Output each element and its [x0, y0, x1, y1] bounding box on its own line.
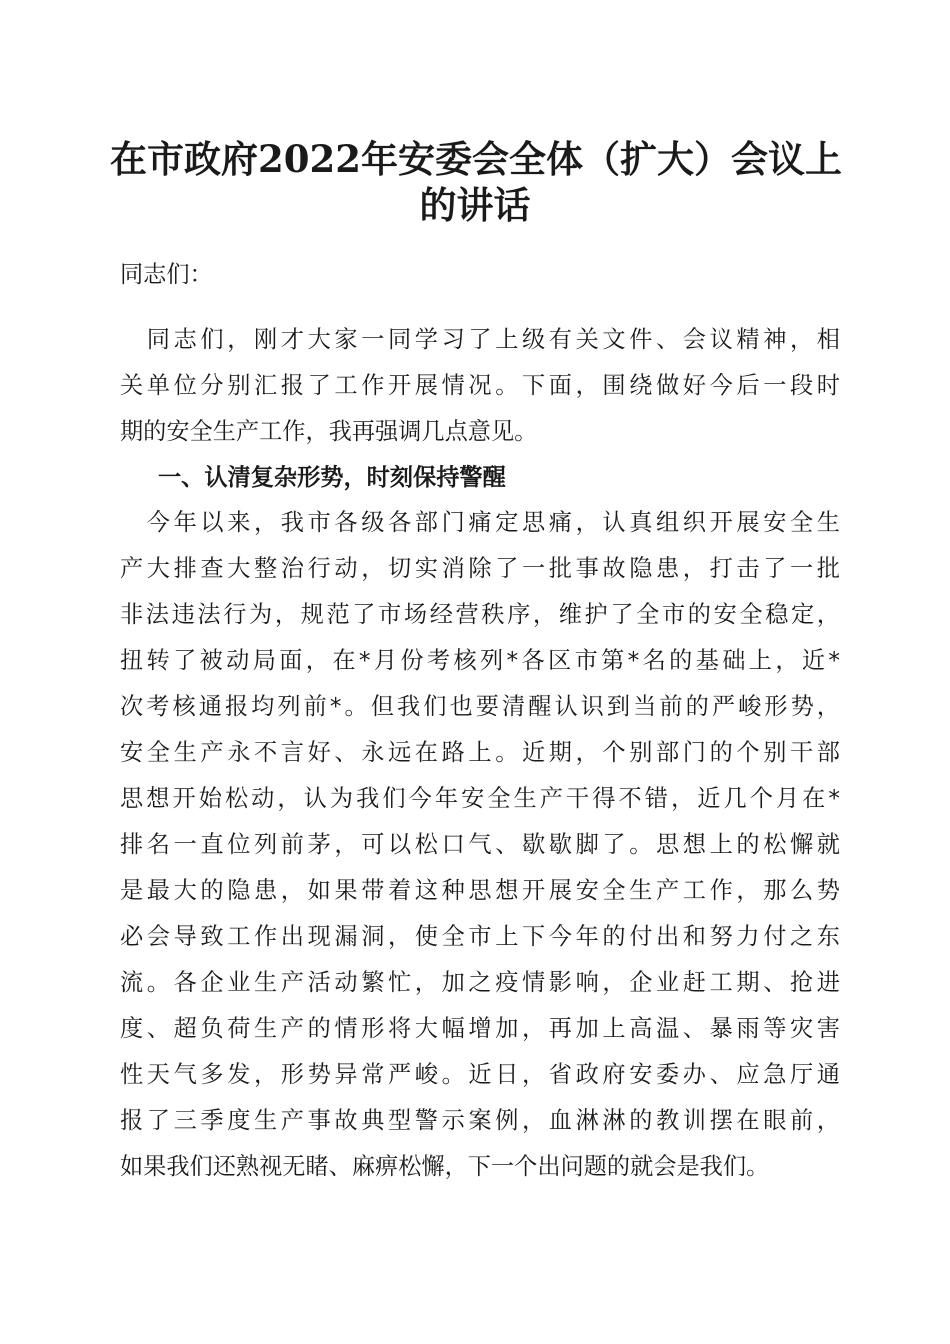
paragraph-line: 思想开始松动，认为我们今年安全生产干得不错，近几个月在* [120, 785, 840, 812]
paragraph-line: 产大排查大整治行动，切实消除了一批事故隐患，打击了一批 [120, 555, 840, 582]
paragraph-line: 流。各企业生产活动繁忙，加之疫情影响，企业赶工期、抢进 [120, 969, 840, 996]
section-heading-1: 一、认清复杂形势，时刻保持警醒 [158, 464, 506, 491]
paragraph-line: 是最大的隐患，如果带着这种思想开展安全生产工作，那么势 [120, 877, 840, 904]
paragraph-2 [120, 500, 840, 1190]
paragraph-line: 扭转了被动局面，在*月份考核列*各区市第*名的基础上，近* [120, 647, 840, 674]
paragraph-line: 报了三季度生产事故典型警示案例，血淋淋的教训摆在眼前， [120, 1107, 840, 1134]
paragraph-line: 如果我们还熟视无睹、麻痹松懈，下一个出问题的就会是我们。 [120, 1153, 770, 1180]
paragraph-line: 关单位分别汇报了工作开展情况。下面，围绕做好今后一段时 [120, 372, 840, 399]
paragraph-line: 今年以来，我市各级各部门痛定思痛，认真组织开展安全生 [120, 509, 840, 536]
paragraph-line: 非法违法行为，规范了市场经营秩序，维护了全市的安全稳定， [120, 601, 840, 628]
title-line-1: 在市政府2022年安委会全体（扩大）会议上 [110, 137, 842, 181]
title-line-2: 的讲话 [419, 183, 531, 227]
paragraph-line: 必会导致工作出现漏洞，使全市上下今年的付出和努力付之东 [120, 923, 840, 950]
paragraph-line: 次考核通报均列前*。但我们也要清醒认识到当前的严峻形势， [120, 693, 840, 720]
paragraph-line: 同志们，刚才大家一同学习了上级有关文件、会议精神，相 [120, 326, 840, 353]
paragraph-1 [120, 317, 840, 455]
paragraph-line: 期的安全生产工作，我再强调几点意见。 [120, 418, 538, 445]
paragraph-line: 度、超负荷生产的情形将大幅增加，再加上高温、暴雨等灾害 [120, 1015, 840, 1042]
paragraph-line: 排名一直位列前茅，可以松口气、歇歇脚了。思想上的松懈就 [120, 831, 840, 858]
paragraph-line: 安全生产永不言好、永远在路上。近期，个别部门的个别干部 [120, 739, 840, 766]
paragraph-line: 性天气多发，形势异常严峻。近日，省政府安委办、应急厅通 [120, 1061, 840, 1088]
salutation: 同志们： [120, 261, 213, 288]
document-title [110, 136, 840, 228]
